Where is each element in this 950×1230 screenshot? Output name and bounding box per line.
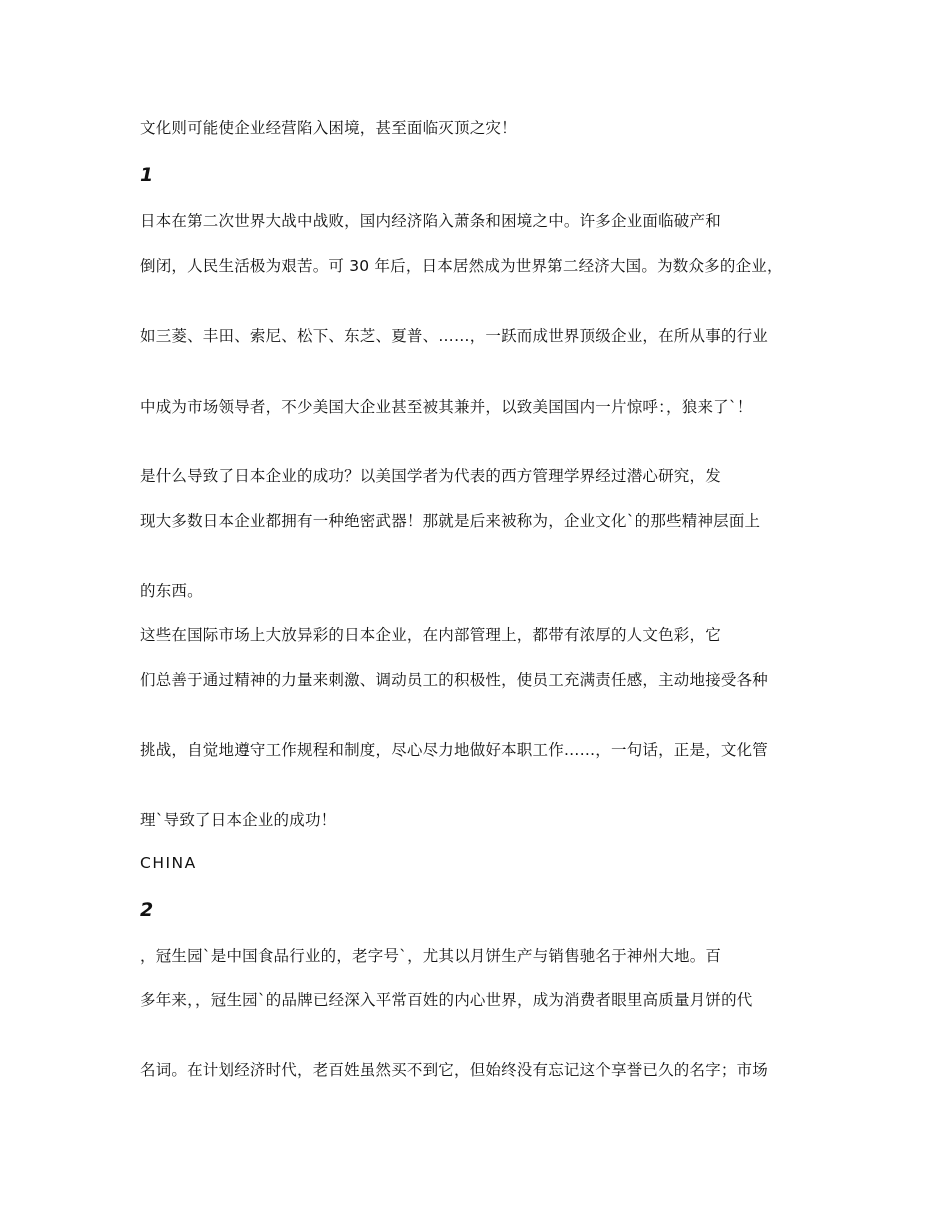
paragraph-line: 理`导致了日本企业的成功！: [140, 811, 337, 829]
paragraph-line: 名词。在计划经济时代，老百姓虽然买不到它，但始终没有忘记这个享誉已久的名字；市场: [140, 1061, 769, 1079]
paragraph-line: 中成为市场领导者，不少美国大企业甚至被其兼并，以致美国国内一片惊呼：，狼来了`！: [140, 398, 753, 416]
section-number: 2: [140, 899, 154, 921]
paragraph-line: 们总善于通过精神的力量来刺激、调动员工的积极性，使员工充满责任感，主动地接受各种: [140, 671, 769, 689]
section-number: 1: [140, 164, 154, 186]
paragraph-line: 的东西。: [140, 582, 203, 600]
paragraph-line: ，冠生园`是中国食品行业的，老字号`，尤其以月饼生产与销售驰名于神州大地。百: [140, 947, 722, 965]
paragraph-line: 文化则可能使企业经营陷入困境，甚至面临灭顶之灾！: [140, 119, 517, 137]
paragraph-line: 这些在国际市场上大放异彩的日本企业，在内部管理上，都带有浓厚的人文色彩，它: [140, 626, 721, 644]
paragraph-line: 倒闭，人民生活极为艰苦。可 30 年后，日本居然成为世界第二经济大国。为数众多的企业，: [140, 257, 783, 275]
paragraph-line: 如三菱、丰田、索尼、松下、东芝、夏普、……，一跃而成世界顶级企业，在所从事的行业: [140, 327, 769, 345]
paragraph-line: CHINA: [140, 854, 197, 872]
paragraph-line: 是什么导致了日本企业的成功？以美国学者为代表的西方管理学界经过潜心研究，发: [140, 467, 721, 485]
paragraph-line: 多年来，，冠生园`的品牌已经深入平常百姓的内心世界，成为消费者眼里高质量月饼的代: [140, 991, 753, 1009]
paragraph-line: 挑战，自觉地遵守工作规程和制度，尽心尽力地做好本职工作……，一句话，正是，文化管: [140, 741, 769, 759]
paragraph-line: 现大多数日本企业都拥有一种绝密武器！那就是后来被称为，企业文化`的那些精神层面上: [140, 512, 761, 530]
paragraph-line: 日本在第二次世界大战中战败，国内经济陷入萧条和困境之中。许多企业面临破产和: [140, 212, 721, 230]
